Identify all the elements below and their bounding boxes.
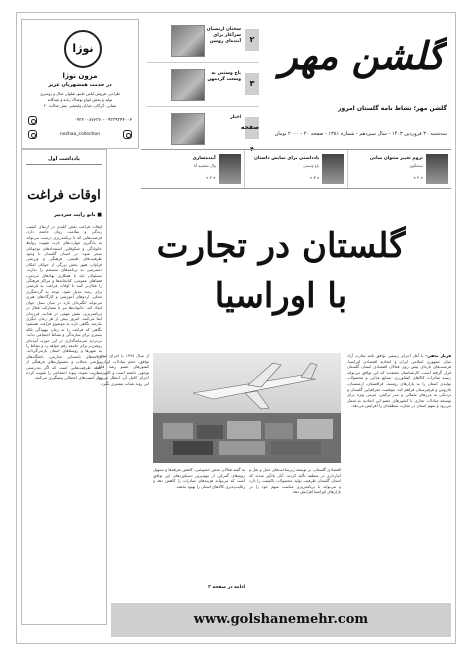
- teaser-item[interactable]: [147, 19, 259, 63]
- story-continued: ادامه در صفحه ۲: [208, 585, 245, 590]
- teaser-title: سخنان ارتشیان سرآغاز برای آینده‌ای روشن: [206, 27, 241, 44]
- ad-line: طراحی، فروش لباس مانتو، شلوار، شال و روسری: [40, 91, 120, 96]
- columnist-photo: [322, 154, 344, 184]
- teaser-column: [147, 19, 259, 151]
- columnist-page: « ۲ »: [413, 175, 423, 180]
- columnist-photo: [219, 154, 241, 184]
- ad-phone-row: [28, 116, 132, 125]
- editorial-byline: ■ بانو رایت سردبیر: [53, 212, 102, 218]
- ad-title: مزون نوژا: [62, 72, 98, 80]
- editorial-kicker: یادداشت اول: [26, 156, 102, 165]
- columnist-title: تزوم تغییر متنوان میانی: [369, 156, 423, 161]
- brand-logo: نوژا: [64, 30, 102, 68]
- teaser-title: اخبار: [230, 115, 241, 120]
- website-url[interactable]: www.golshanemehr.com: [111, 603, 451, 637]
- teaser-thumbnail: [171, 69, 205, 101]
- story-column-3: به گفته فعالان بخش خصوصی، کاهش تعرفه‌ها و تسهیل رویه‌های گمرکی از مهم‌ترین دستاوردهای این توافق است که می‌تواند هزینه‌های صادرات را کاهش دهد و رقابت‌پذیری کالاهای استان را بهبود بخشد.: [153, 467, 245, 489]
- ad-line: نشانی: گرگان، خیابان ولیعصر، نبش عدالت ۲۰: [43, 103, 117, 108]
- ad-phone: ۰۹۳۲۰۰۸۷۶۳۷ - ۰۹۳۳۹۳۴۴۰۰۲: [74, 118, 132, 123]
- story-column-1: [347, 353, 451, 593]
- columnist-role: وال معصیه آتا: [193, 163, 216, 168]
- teaser-title: پاچ وستنی به وسعت گردمهن: [207, 71, 241, 82]
- airplane-cargo-photo: [153, 353, 341, 463]
- newspaper-page: [16, 12, 456, 644]
- teaser-page-number: ۲: [245, 29, 259, 51]
- columnist-item[interactable]: [141, 150, 244, 188]
- columnist-strip: [141, 149, 451, 189]
- newspaper-logo: [269, 23, 447, 85]
- columnist-title: آینده‌سازی: [192, 156, 216, 161]
- columnist-photo: [426, 154, 448, 184]
- columnist-title: یادداشتی برای نمایش داستان: [254, 156, 320, 161]
- issue-info: سه‌شنبه ۳۰ فروردین ۱۴۰۳ - سال سیزدهم - شماره ۱۳۸۱ - صفحه ۲۰ - ۲۰۰۰ تومان: [274, 131, 447, 137]
- advertisement-box: [21, 19, 139, 149]
- columnist-role: یاغ وستنی: [303, 163, 320, 168]
- instagram-icon: [123, 130, 132, 139]
- teaser-item[interactable]: [147, 63, 259, 107]
- editorial-column: [21, 149, 107, 625]
- instagram-icon: [28, 116, 37, 125]
- story-column-4: از سال ۱۳۹۸ با اجرای موقت توافق، حجم مبادلات ایران با کشورهای عضو رشد قابل توجهی داشته است و اکنون با اجرای کامل آن، انتظار می‌رود این روند شتاب بیشتری بگیرد.: [97, 353, 149, 386]
- teaser-page-number: ۳: [245, 73, 259, 95]
- ad-subtitle: در خدمت همشهریان عزیز: [48, 82, 112, 88]
- columnist-item[interactable]: [244, 150, 348, 188]
- main-headline: [111, 223, 451, 319]
- logo-text: گلشن مهر: [279, 33, 445, 78]
- columnist-page: « ۳ »: [309, 175, 320, 180]
- ad-line: تولید و پخش انواع پوشاک زنانه و بچه‌گانه: [47, 97, 113, 102]
- masthead: [269, 19, 447, 114]
- story-column-2: اقتصادی گلستان، بر توسعه زیرساخت‌های حمل و نقل و انبارداری در منطقه تأکید کردند. آنان یادآور شدند که استان گلستان ظرفیت تولید محصولات باکیفیت را دارد و می‌تواند با برنامه‌ریزی مناسب سهم خود را در بازارهای اوراسیا افزایش دهد.: [249, 467, 341, 495]
- teaser-thumbnail: [171, 25, 205, 57]
- logo-calligraphy: [269, 23, 447, 85]
- columnist-item[interactable]: [347, 150, 451, 188]
- ad-instagram[interactable]: nozhaa_collection: [59, 132, 101, 137]
- teaser-item[interactable]: [147, 107, 259, 151]
- story-text: با آغاز اجرای رسمی توافق نامه تجارت آزاد میان جمهوری اسلامی ایران و اتحادیه اقتصادی اوراسیا، فرصت‌های تازه‌ای پیش روی فعالان اقتصادی استان گلستان قرار گرفته است. کارشناسان معتقدند که این توافق می‌تواند زمینه صادرات کالاهای کشاورزی، صنایع غذایی و محصولات تولیدی استان را به بازارهای روسیه، قزاقستان، ارمنستان، بلاروس و قرقیزستان فراهم کند. موقعیت جغرافیایی گلستان و نزدیکی به مرزهای شمالی و بندر ترکمن، مزیتی ویژه برای توسعه مبادلات تجاری با کشورهای عضو این اتحادیه به شمار می‌رود و سهم استان در تجارت منطقه‌ای را افزایش می‌دهد.: [347, 353, 451, 409]
- instagram-icon: [28, 130, 37, 139]
- story-lead: فرناز نجفی-: [425, 353, 451, 358]
- columnist-role: سخنگوی: [409, 163, 423, 168]
- editorial-headline: اوقات فراغت: [27, 188, 101, 203]
- headline-line-2: با اوراسیا: [214, 276, 348, 316]
- columnist-page: « ۲ »: [206, 175, 216, 180]
- ad-instagram-row: [28, 130, 132, 139]
- tagline: گلشن مهر؛ نشاط نامه گلستان امروز: [338, 105, 447, 112]
- editorial-body: اوقات فراغت نقش کلیدی در ارتقای کیفیت زندگی و سلامت روان جامعه دارد. فرصت‌هایی که با برنامه‌ریزی درست می‌تواند به یادگیری مهارت‌های تازه، تقویت روابط خانوادگی و شکوفایی استعدادهای نوجوانان منجر شود. در استان گلستان با وجود ظرفیت‌های طبیعی، فرهنگی و ورزشی فراوان، هنوز بخش بزرگی از جوانان امکان دسترسی به برنامه‌های منسجم را ندارند. مسئولان باید با همکاری نهادهای مردمی، فضاهای عمومی، کتابخانه‌ها و مراکز فرهنگی را فعال‌تر کنند تا اوقات فراغت به فرصتی برای رشد تبدیل شود. توجه به گردشگری محلی، اردوهای آموزشی و کارگاه‌های هنری می‌تواند انگیزه‌ای تازه در میان نسل جوان ایجاد کند. خانواده‌ها نیز با مشارکت فعال در برنامه‌ریزی، نقش مهمی در هدایت فرزندان ایفا می‌کنند. امروز بیش از هر زمان دیگری نیازمند نگاهی تازه به موضوع فراغت هستیم؛ نگاهی که فراغت را نه زمان بیهودگی بلکه بستری برای سازندگی و نشاط اجتماعی بداند. بی‌تردید سرمایه‌گذاری در این حوزه، آینده‌ای روشن‌تر برای جامعه رقم خواهد زد و نشاط را به شهرها و روستاهای استان بازمی‌گرداند. برنامه‌های تابستانی مدارس، باشگاه‌های ورزشی محلات و جشنواره‌های فرهنگی از جمله ظرفیت‌هایی است که اگر به‌درستی مدیریت شوند، پیوند اجتماعی را تقویت کرده و از آسیب‌های احتمالی پیشگیری می‌کنند.: [26, 224, 102, 381]
- main-story: [97, 353, 451, 593]
- headline-line-1: گلستان در تجارت: [156, 226, 406, 266]
- photo-illustration: [153, 353, 341, 463]
- teaser-page-number: صفحه ۴: [245, 117, 259, 139]
- teaser-thumbnail: [171, 113, 205, 145]
